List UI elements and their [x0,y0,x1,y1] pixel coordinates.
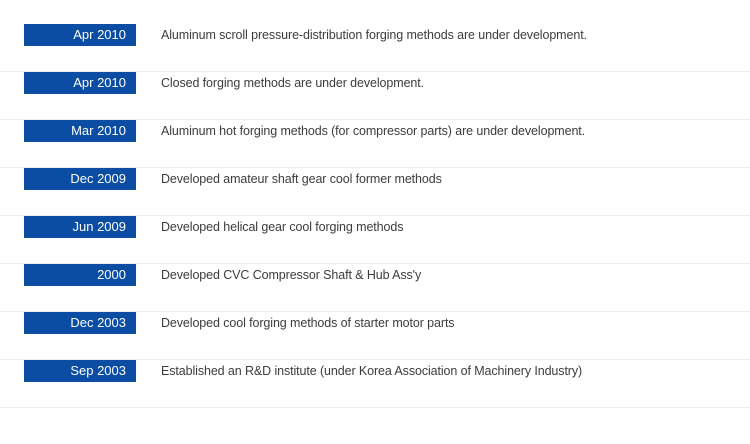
list-item [0,168,750,216]
list-item-description: Aluminum hot forging methods (for compressor parts) are under development. [161,124,586,138]
list-item-description: Established an R&D institute (under Korea Association of Machinery Industry) [161,364,583,378]
status-badge: Apr 2010 [24,24,136,46]
status-badge: Dec 2009 [24,168,136,190]
list-item [0,72,750,120]
status-badge: Mar 2010 [24,120,136,142]
status-badge: Dec 2003 [24,312,136,334]
list-item [0,120,750,168]
list-item [0,216,750,264]
status-badge: 2000 [24,264,136,286]
list-item-description: Developed amateur shaft gear cool former methods [161,172,442,186]
status-badge: Sep 2003 [24,360,136,382]
list-item-description: Developed helical gear cool forging methods [161,220,404,234]
list-item-description: Closed forging methods are under development. [161,76,425,90]
list-item [0,360,750,408]
list-item-description: Developed CVC Compressor Shaft & Hub Ass'y [161,268,422,282]
list-item-description: Developed cool forging methods of starter motor parts [161,316,455,330]
list-item [0,24,750,72]
list-item [0,312,750,360]
status-badge: Jun 2009 [24,216,136,238]
status-badge: Apr 2010 [24,72,136,94]
list-item [0,264,750,312]
list-item-description: Aluminum scroll pressure-distribution forging methods are under development. [161,28,587,42]
